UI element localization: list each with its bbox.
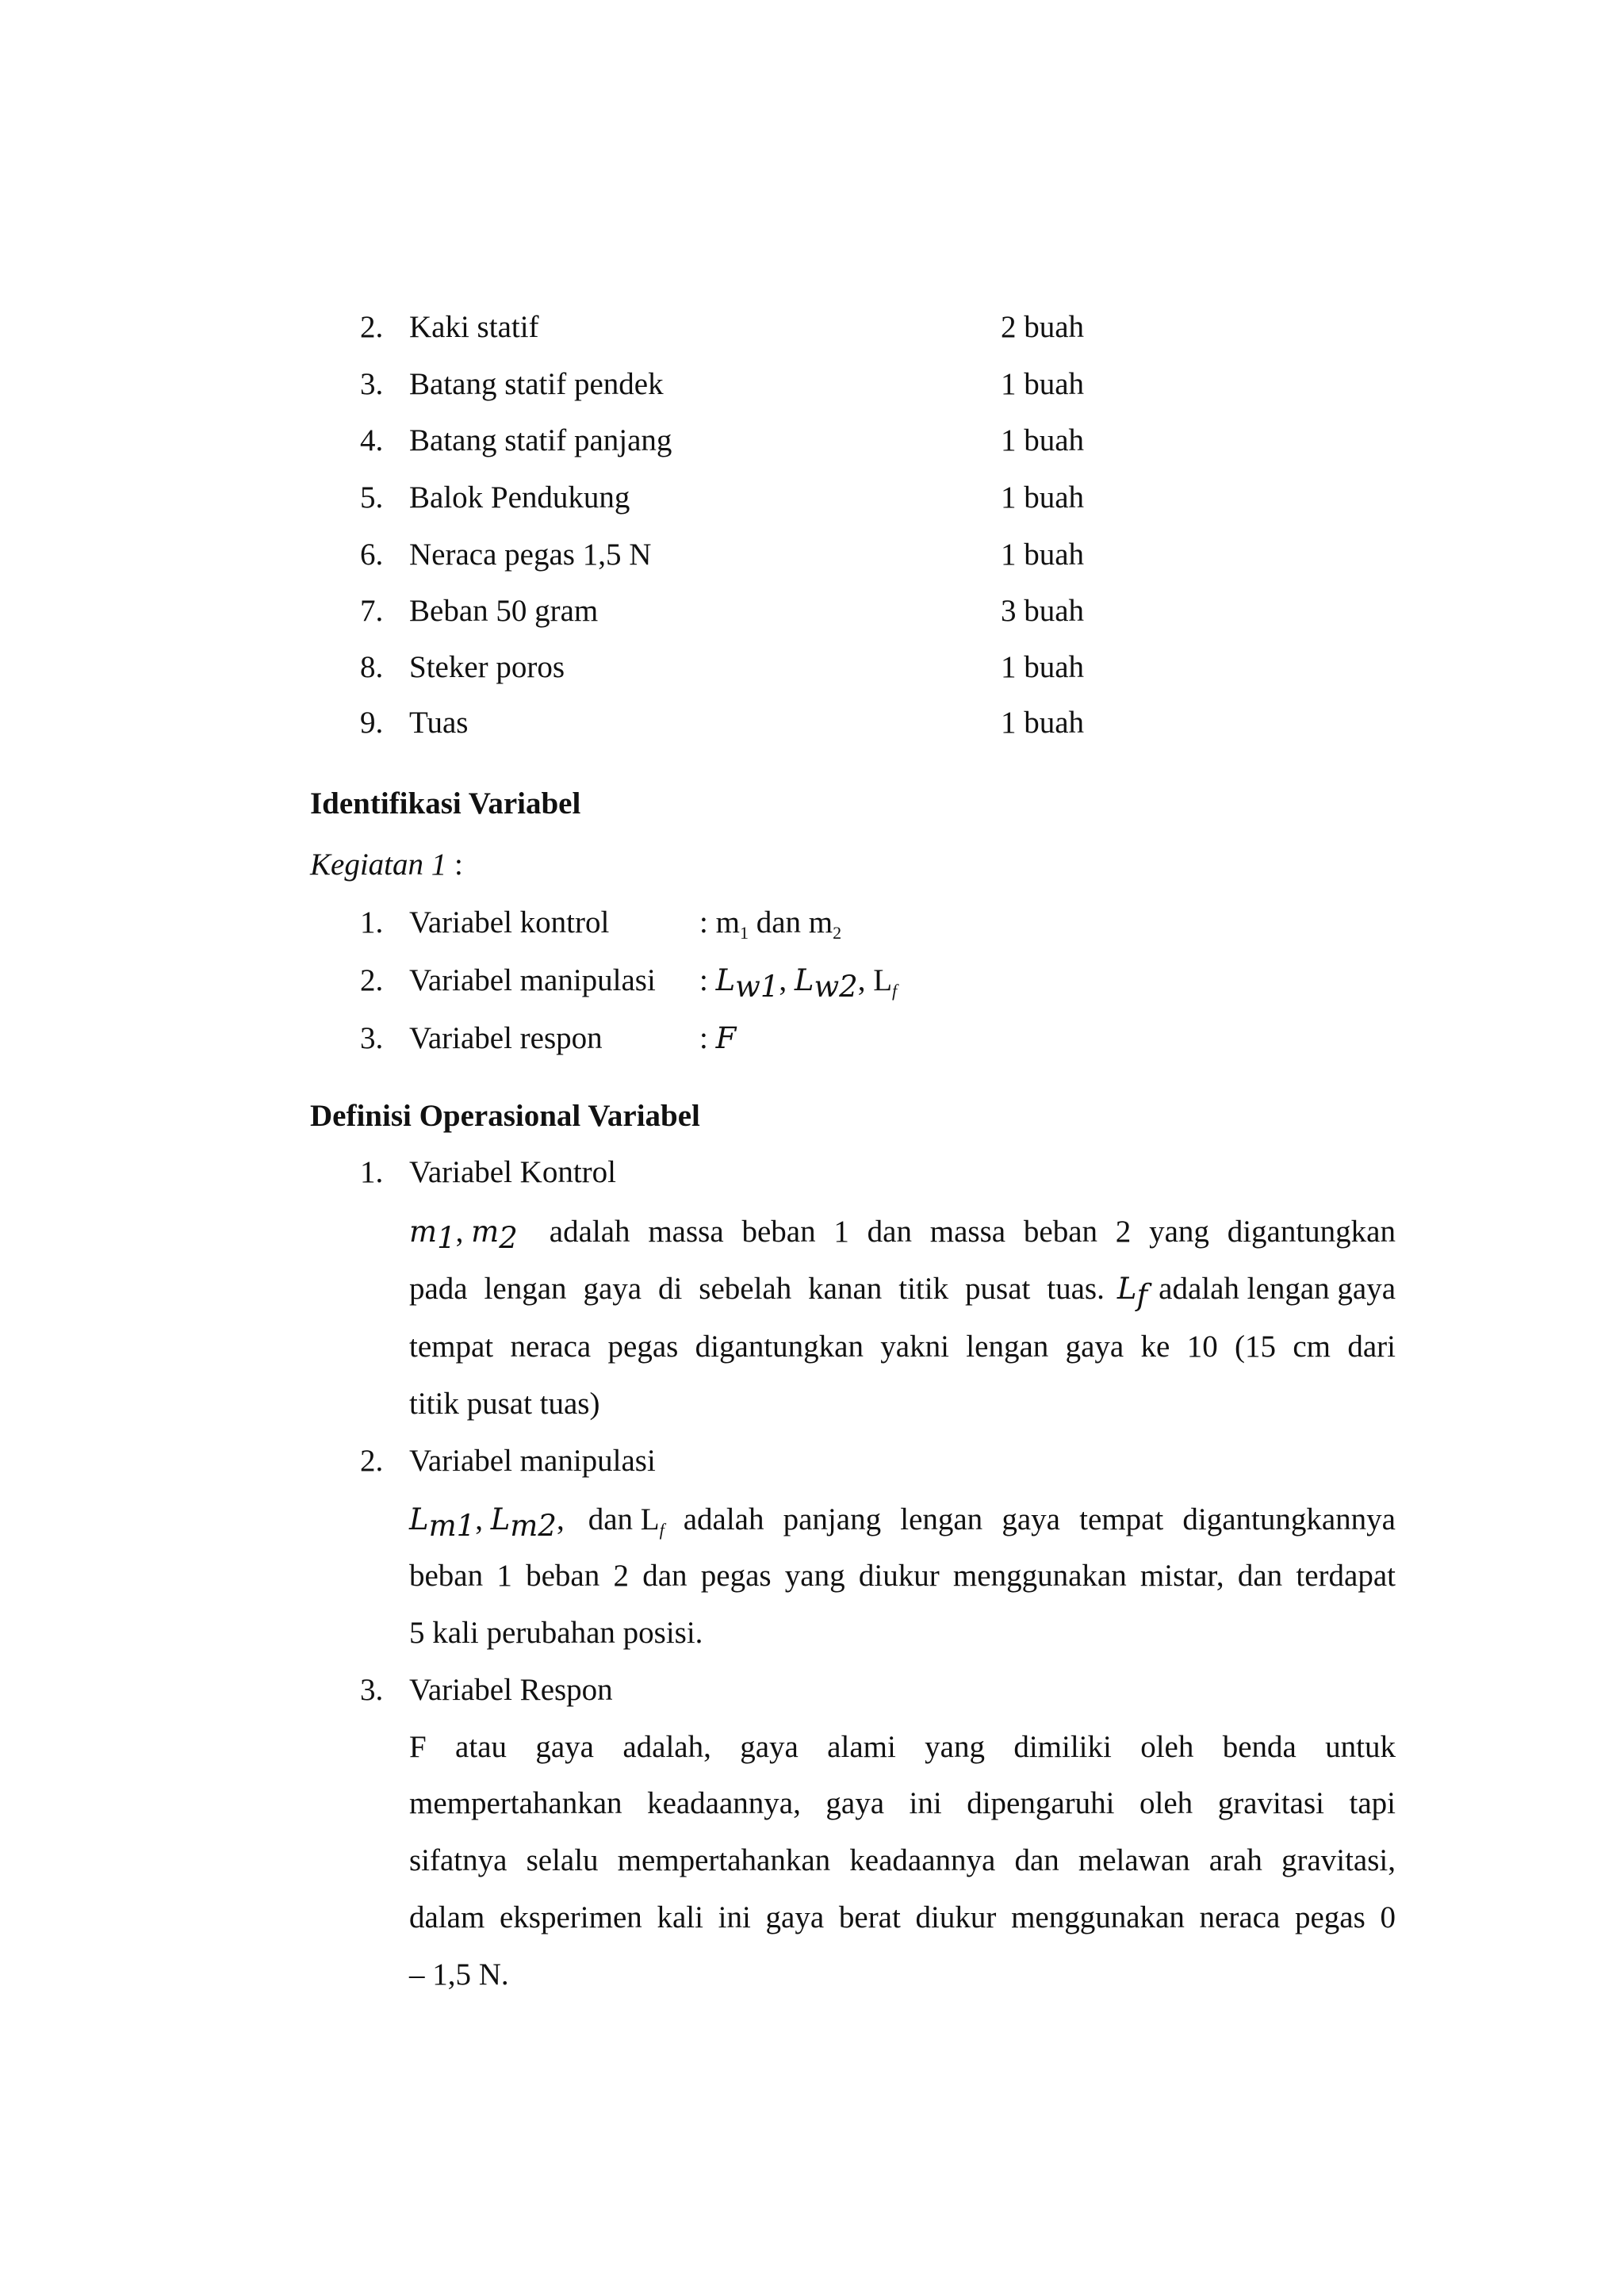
item-label: Variabel manipulasi <box>409 963 656 997</box>
item-quantity: 3 buah <box>1001 594 1085 628</box>
separator: , <box>455 1215 472 1249</box>
separator: , <box>779 963 795 997</box>
L-symbol: L <box>873 963 893 997</box>
paragraph-line <box>409 1501 1396 1543</box>
separator: , <box>475 1502 491 1536</box>
item-quantity: 1 buah <box>1001 423 1085 457</box>
item-title: Variabel manipulasi <box>409 1444 656 1478</box>
item-quantity: 2 buah <box>1001 310 1085 344</box>
L-symbol: L <box>1116 1272 1137 1306</box>
subscript: w1 <box>735 970 779 1004</box>
subscript: m1 <box>428 1509 476 1543</box>
item-quantity: 1 buah <box>1001 480 1085 515</box>
paragraph-line: 5 kali perubahan posisi. <box>409 1616 703 1650</box>
item-number: 3. <box>360 1021 384 1055</box>
paragraph-line: beban 1 beban 2 dan pegas yang diukur menggunakan mistar, dan terdapat <box>409 1559 1396 1593</box>
item-quantity: 1 buah <box>1001 367 1085 401</box>
m-symbol: m <box>715 905 740 939</box>
item-value <box>699 1020 736 1058</box>
colon: : <box>699 963 708 997</box>
m-symbol: m <box>808 905 833 939</box>
separator: , <box>857 963 874 997</box>
paragraph-line: dalam eksperimen kali ini gaya berat diukur menggunakan neraca pegas 0 <box>409 1900 1396 1934</box>
paragraph-line: mempertahankan keadaannya, gaya ini dipengaruhi oleh gravitasi tapi <box>409 1786 1396 1820</box>
item-name: Batang statif pendek <box>409 367 664 401</box>
item-value <box>699 962 898 1004</box>
item-number: 8. <box>360 650 384 684</box>
subscript: f <box>892 981 898 1001</box>
item-name: Tuas <box>409 706 469 740</box>
subheading-kegiatan <box>310 846 463 884</box>
item-number: 5. <box>360 480 384 515</box>
item-number: 7. <box>360 594 384 628</box>
paragraph-line: tempat neraca pegas digantungkan yakni lengan gaya ke 10 (15 cm dari <box>409 1330 1396 1364</box>
item-title: Variabel Kontrol <box>409 1155 617 1189</box>
item-value <box>699 904 841 942</box>
item-number: 2. <box>360 1444 384 1478</box>
m-symbol: m <box>471 1215 500 1249</box>
item-number: 3. <box>360 367 384 401</box>
paragraph-line: F atau gaya adalah, gaya alami yang dimiliki oleh benda untuk <box>409 1730 1396 1764</box>
math-expression <box>409 1213 518 1255</box>
item-number: 9. <box>360 706 384 740</box>
item-name: Steker poros <box>409 650 565 684</box>
item-number: 3. <box>360 1673 384 1707</box>
math-expression <box>409 1501 565 1543</box>
section-heading-identifikasi: Identifikasi Variabel <box>310 786 581 821</box>
line-text: adalah massa beban 1 dan massa beban 2 yang digantungkan <box>549 1215 1396 1249</box>
item-name: Kaki statif <box>409 310 539 344</box>
paragraph-line <box>409 1213 1396 1255</box>
section-heading-definisi: Definisi Operasional Variabel <box>310 1099 700 1133</box>
item-quantity: 1 buah <box>1001 650 1085 684</box>
line-text: adalah panjang lengan gaya tempat digantungkannya <box>683 1502 1396 1536</box>
L-symbol: L <box>409 1502 429 1536</box>
subscript: w2 <box>814 970 858 1004</box>
item-number: 1. <box>360 1155 384 1189</box>
subscript: 2 <box>833 923 842 943</box>
subscript: f <box>1136 1278 1148 1312</box>
subscript: 2 <box>499 1221 518 1255</box>
paragraph-line: titik pusat tuas) <box>409 1387 600 1421</box>
L-symbol: L <box>715 963 736 997</box>
item-quantity: 1 buah <box>1001 538 1085 572</box>
conjunction: dan <box>756 905 801 939</box>
L-symbol: L <box>490 1502 511 1536</box>
item-label: Variabel kontrol <box>409 905 610 939</box>
line-text: pada lengan gaya di sebelah kanan titik pusat tuas. <box>409 1272 1105 1306</box>
paragraph-line: – 1,5 N. <box>409 1957 509 1992</box>
item-name: Beban 50 gram <box>409 594 599 628</box>
line-text: adalah lengan gaya <box>1159 1272 1396 1306</box>
subscript: 1 <box>437 1221 456 1255</box>
F-symbol: F <box>715 1021 737 1055</box>
subheading-colon: : <box>446 848 463 882</box>
math-expression <box>1116 1270 1148 1312</box>
item-name: Batang statif panjang <box>409 423 672 457</box>
subscript: 1 <box>739 923 749 943</box>
item-number: 2. <box>360 963 384 997</box>
dan-text: dan L <box>588 1502 660 1536</box>
item-quantity: 1 buah <box>1001 706 1085 740</box>
m-symbol: m <box>409 1215 438 1249</box>
item-name: Balok Pendukung <box>409 480 630 515</box>
item-number: 6. <box>360 538 384 572</box>
L-symbol: L <box>794 963 814 997</box>
item-number: 1. <box>360 905 384 939</box>
item-number: 4. <box>360 423 384 457</box>
subscript: m2 <box>510 1509 557 1543</box>
item-title: Variabel Respon <box>409 1673 613 1707</box>
separator: , <box>556 1502 565 1536</box>
item-label: Variabel respon <box>409 1021 603 1055</box>
line-text-dan <box>588 1501 665 1539</box>
item-name: Neraca pegas 1,5 N <box>409 538 652 572</box>
colon: : <box>699 905 708 939</box>
subscript: f <box>659 1520 665 1540</box>
colon: : <box>699 1021 708 1055</box>
subheading-text: Kegiatan 1 <box>310 848 447 882</box>
paragraph-line <box>409 1270 1396 1312</box>
paragraph-line: sifatnya selalu mempertahankan keadaannya dan melawan arah gravitasi, <box>409 1843 1396 1877</box>
item-number: 2. <box>360 310 384 344</box>
